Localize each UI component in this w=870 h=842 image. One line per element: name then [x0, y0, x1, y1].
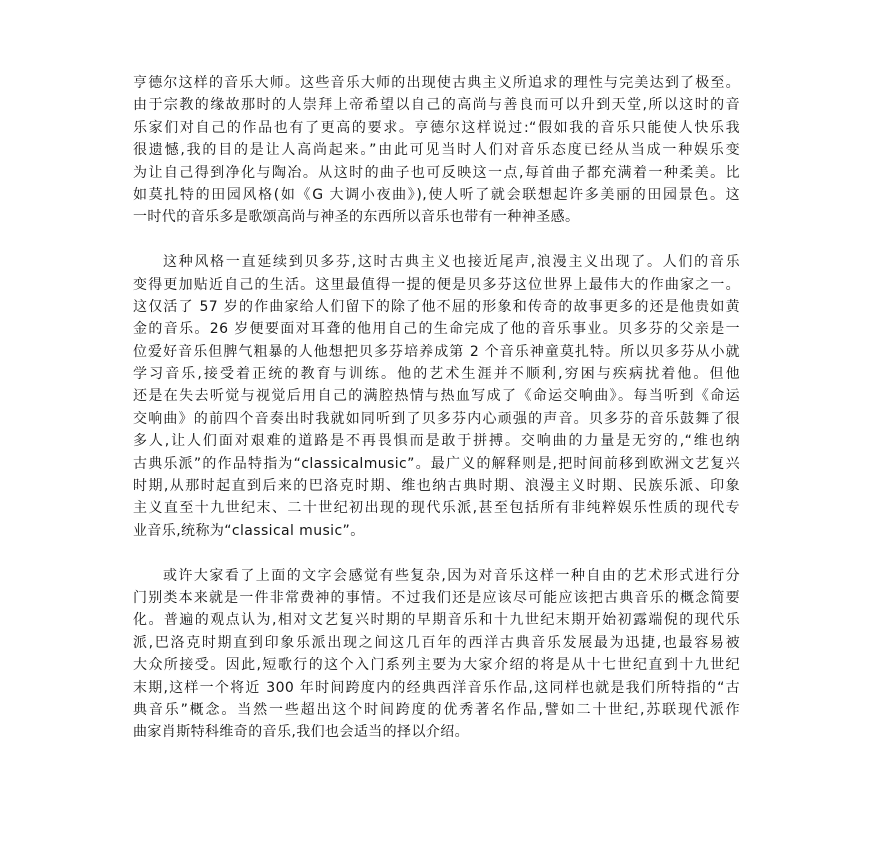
text-line: 业音乐,统称为“classical music”。 — [133, 522, 365, 539]
paragraph-2 — [133, 251, 740, 542]
text-line: 由于宗教的缘故那时的人崇拜上帝希望以自己的高尚与善良而可以升到天堂,所以这时的音 — [133, 97, 740, 114]
text-line: 大众所接受。因此,短歌行的这个入门系列主要为大家介绍的将是从十七世纪直到十九世纪 — [133, 657, 740, 674]
text-line: 乐家们对自己的作品也有了更高的要求。亨德尔这样说过:“假如我的音乐只能使人快乐我 — [133, 119, 740, 136]
text-line: 派,巴洛克时期直到印象乐派出现之间这几百年的西洋古典音乐发展最为迅捷,也最容易被 — [133, 634, 740, 651]
text-line: 化。普遍的观点认为,相对文艺复兴时期的早期音乐和十九世纪末期开始初露端倪的现代乐 — [133, 612, 740, 629]
text-line: 主义直至十九世纪末、二十世纪初出现的现代乐派,甚至包括所有非纯粹娱乐性质的现代专 — [133, 500, 740, 517]
text-line: 交响曲》的前四个音奏出时我就如同听到了贝多芬内心顽强的声音。贝多芬的音乐鼓舞了很 — [133, 410, 740, 427]
paragraph-3 — [133, 565, 740, 744]
text-line: 变得更加贴近自己的生活。这里最值得一提的便是贝多芬这位世界上最伟大的作曲家之一。 — [133, 276, 740, 293]
text-line: 很遗憾,我的目的是让人高尚起来。”由此可见当时人们对音乐态度已经从当成一种娱乐变 — [133, 142, 740, 159]
text-line: 或许大家看了上面的文字会感觉有些复杂,因为对音乐这样一种自由的艺术形式进行分 — [163, 567, 740, 584]
text-line: 典音乐”概念。当然一些超出这个时间跨度的优秀著名作品,譬如二十世纪,苏联现代派作 — [133, 701, 740, 718]
text-line: 如莫扎特的田园风格(如《G 大调小夜曲》),使人听了就会联想起许多美丽的田园景色。这 — [133, 186, 740, 203]
text-line: 末期,这样一个将近 300 年时间跨度内的经典西洋音乐作品,这同样也就是我们所特指的“古 — [133, 679, 740, 696]
text-line: 曲家肖斯特科维奇的音乐,我们也会适当的择以介绍。 — [133, 724, 470, 741]
text-line: 金的音乐。26 岁便要面对耳聋的他用自己的生命完成了他的音乐事业。贝多芬的父亲是一 — [133, 321, 740, 338]
text-line: 位爱好音乐但脾气粗暴的人他想把贝多芬培养成第 2 个音乐神童莫扎特。所以贝多芬从小就 — [133, 343, 740, 360]
text-line: 时期,从那时起直到后来的巴洛克时期、维也纳古典时期、浪漫主义时期、民族乐派、印象 — [133, 478, 740, 495]
text-line: 为让自己得到净化与陶冶。从这时的曲子也可反映这一点,每首曲子都充满着一种柔美。比 — [133, 164, 740, 181]
text-line: 门别类本来就是一件非常费神的事情。不过我们还是应该尽可能应该把古典音乐的概念简要 — [133, 589, 740, 606]
text-line: 一时代的音乐多是歌颂高尚与神圣的东西所以音乐也带有一种神圣感。 — [133, 209, 580, 226]
text-line: 古典乐派”的作品特指为“classicalmusic”。最广义的解释则是,把时间前移到欧洲文艺复兴 — [133, 455, 740, 472]
text-line: 这种风格一直延续到贝多芬,这时古典主义也接近尾声,浪漫主义出现了。人们的音乐 — [163, 254, 740, 271]
text-line: 亨德尔这样的音乐大师。这些音乐大师的出现使古典主义所追求的理性与完美达到了极至。 — [133, 75, 740, 91]
text-line: 学习音乐,接受着正统的教育与训练。他的艺术生涯并不顺利,穷困与疾病扰着他。但他 — [133, 366, 740, 383]
document-body — [133, 72, 740, 766]
text-line: 多人,让人们面对艰难的道路是不再畏惧而是敢于拼搏。交响曲的力量是无穷的,“维也纳 — [133, 433, 740, 450]
text-line: 这仅活了 57 岁的作曲家给人们留下的除了他不屈的形象和传奇的故事更多的还是他贵如黄 — [133, 298, 740, 315]
paragraph-1 — [133, 72, 740, 229]
text-line: 还是在失去听觉与视觉后用自己的满腔热情与热血写成了《命运交响曲》。每当听到《命运 — [133, 388, 740, 405]
